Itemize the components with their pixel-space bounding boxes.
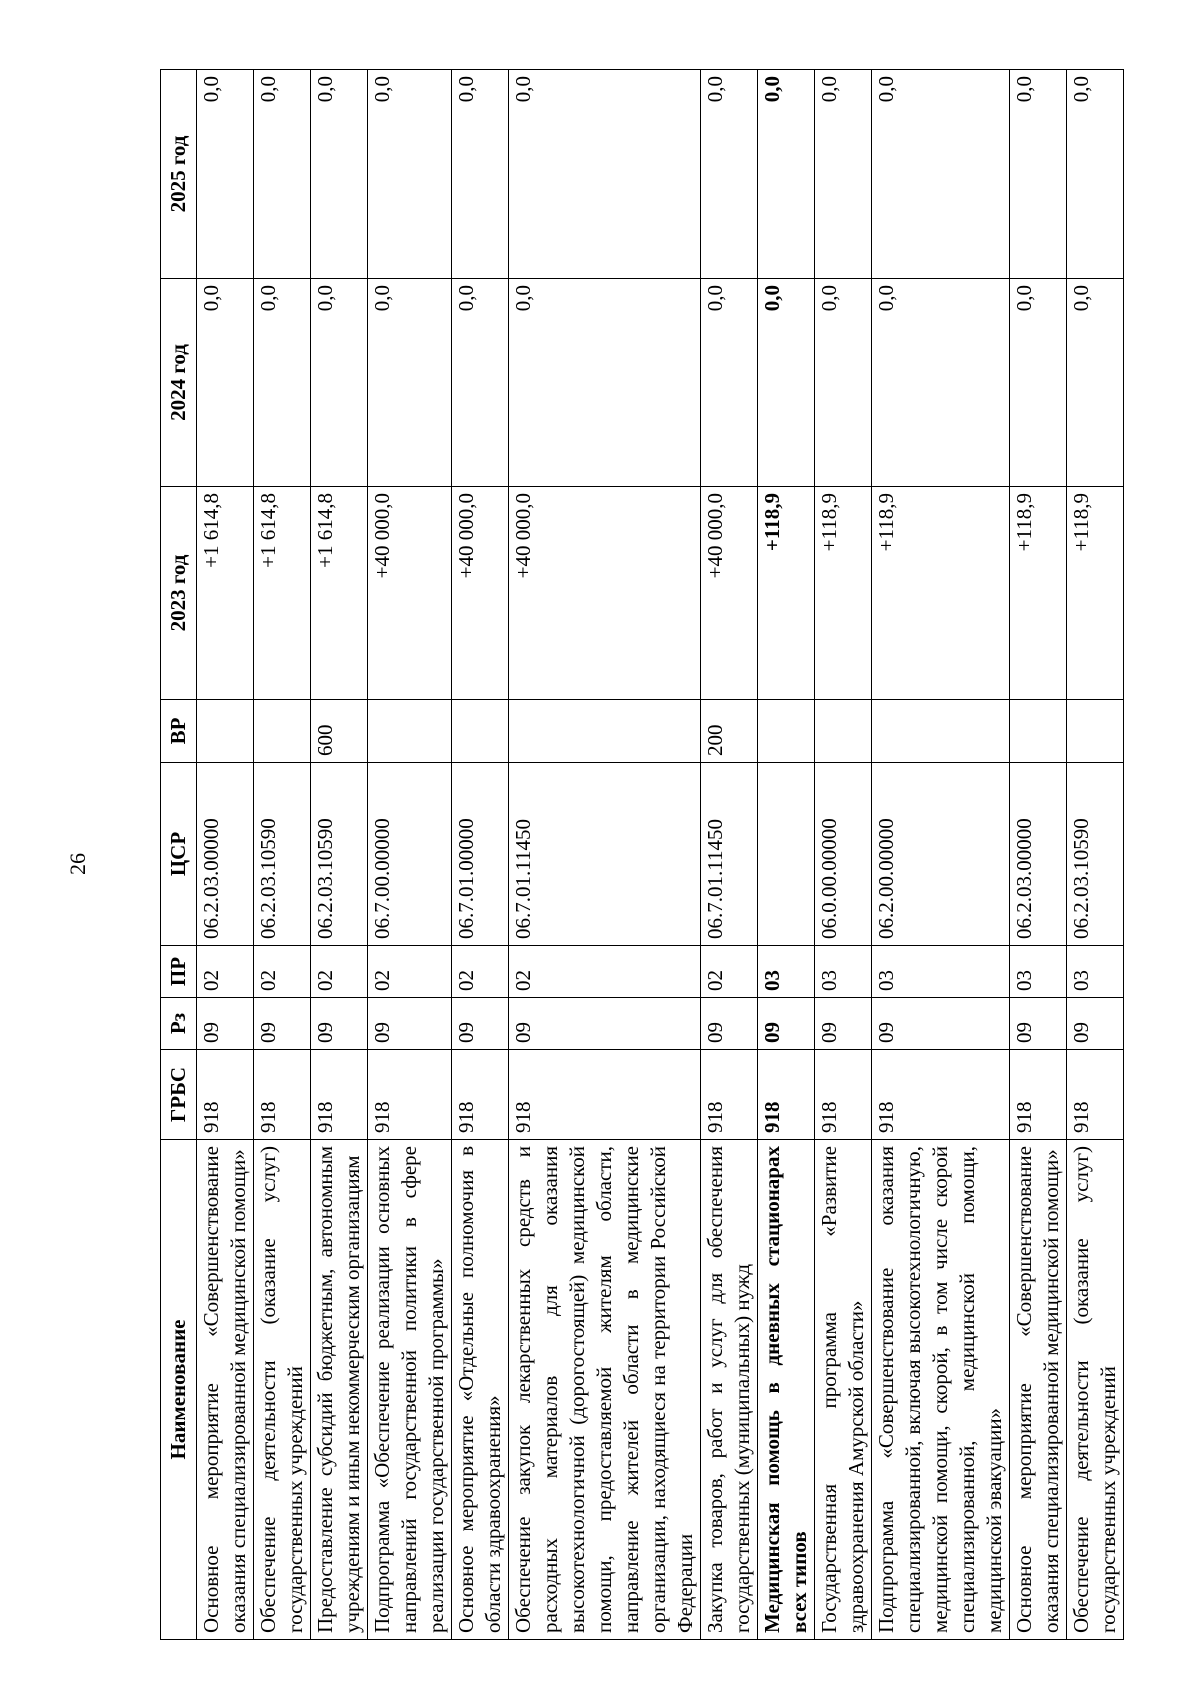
row-2023: +1 614,8 [311, 487, 368, 700]
row-2024: 0,0 [452, 279, 509, 487]
table-header-row [161, 70, 197, 1640]
row-2023: +1 614,8 [197, 487, 254, 700]
row-2025: 0,0 [758, 70, 815, 279]
row-pr: 02 [311, 946, 368, 998]
header-2023: 2023 год [161, 487, 197, 700]
row-name: Подпрограмма «Обеспечение реализации основных направлений государственной политики в сфере реализации государственной программы» [368, 1140, 452, 1640]
row-csr: 06.2.03.00000 [1010, 763, 1067, 946]
row-pr: 03 [872, 946, 1010, 998]
row-name: Подпрограмма «Совершенствование оказания специализированной, включая высокотехнологичную, медицинской помощи, скорой, в том числе скорой специализированной, медицинской помощи, медицинской эвакуации» [872, 1140, 1010, 1640]
row-grbs: 918 [1067, 1050, 1124, 1140]
row-2025: 0,0 [197, 70, 254, 279]
table-row [509, 70, 701, 1640]
row-csr: 06.2.00.00000 [872, 763, 1010, 946]
table-row [254, 70, 311, 1640]
row-vr [254, 700, 311, 763]
row-2024: 0,0 [1010, 279, 1067, 487]
row-grbs: 918 [758, 1050, 815, 1140]
row-2025: 0,0 [452, 70, 509, 279]
row-grbs: 918 [701, 1050, 758, 1140]
row-vr [509, 700, 701, 763]
row-2025: 0,0 [872, 70, 1010, 279]
row-name: Предоставление субсидий бюджетным, автономным учреждениям и иным некоммерческим организациям [311, 1140, 368, 1640]
row-rz: 09 [509, 998, 701, 1050]
row-2025: 0,0 [509, 70, 701, 279]
header-pr: ПР [161, 946, 197, 998]
table-row [452, 70, 509, 1640]
row-grbs: 918 [197, 1050, 254, 1140]
row-pr: 02 [368, 946, 452, 998]
row-name: Медицинская помощь в дневных стационарах всех типов [758, 1140, 815, 1640]
row-2023: +118,9 [758, 487, 815, 700]
header-csr: ЦСР [161, 763, 197, 946]
row-name: Закупка товаров, работ и услуг для обеспечения государственных (муниципальных) нужд [701, 1140, 758, 1640]
row-2024: 0,0 [509, 279, 701, 487]
row-2023: +1 614,8 [254, 487, 311, 700]
row-2023: +118,9 [872, 487, 1010, 700]
budget-table [160, 69, 1124, 1640]
row-csr: 06.7.01.11450 [509, 763, 701, 946]
row-2023: +40 000,0 [509, 487, 701, 700]
row-2024: 0,0 [758, 279, 815, 487]
row-pr: 02 [254, 946, 311, 998]
row-name: Основное мероприятие «Совершенствование оказания специализированной медицинской помощи» [1010, 1140, 1067, 1640]
row-vr: 600 [311, 700, 368, 763]
row-rz: 09 [311, 998, 368, 1050]
row-pr: 02 [452, 946, 509, 998]
rotated-table-container [160, 70, 1120, 1640]
header-2024: 2024 год [161, 279, 197, 487]
row-2024: 0,0 [1067, 279, 1124, 487]
row-rz: 09 [254, 998, 311, 1050]
row-vr [872, 700, 1010, 763]
row-vr [815, 700, 872, 763]
row-csr: 06.2.03.00000 [197, 763, 254, 946]
row-2025: 0,0 [368, 70, 452, 279]
row-name: Основное мероприятие «Совершенствование оказания специализированной медицинской помощи» [197, 1140, 254, 1640]
row-2024: 0,0 [197, 279, 254, 487]
row-csr [758, 763, 815, 946]
row-grbs: 918 [509, 1050, 701, 1140]
row-vr: 200 [701, 700, 758, 763]
row-csr: 06.0.00.00000 [815, 763, 872, 946]
row-rz: 09 [1067, 998, 1124, 1050]
table-row [1067, 70, 1124, 1640]
row-2024: 0,0 [872, 279, 1010, 487]
header-name: Наименование [161, 1140, 197, 1640]
header-rz: Рз [161, 998, 197, 1050]
row-grbs: 918 [311, 1050, 368, 1140]
row-2025: 0,0 [815, 70, 872, 279]
row-vr [1010, 700, 1067, 763]
table-row [872, 70, 1010, 1640]
table-row [1010, 70, 1067, 1640]
row-grbs: 918 [815, 1050, 872, 1140]
row-rz: 09 [701, 998, 758, 1050]
row-name: Обеспечение деятельности (оказание услуг) государственных учреждений [254, 1140, 311, 1640]
row-vr [197, 700, 254, 763]
row-rz: 09 [197, 998, 254, 1050]
row-name: Обеспечение закупок лекарственных средств и расходных материалов для оказания высокотехнологичной (дорогостоящей) медицинской помощи, предоставляемой жителям области, направление жителей области в медицинские организации, находящиеся на территории Российской Федерации [509, 1140, 701, 1640]
row-grbs: 918 [872, 1050, 1010, 1140]
row-2025: 0,0 [311, 70, 368, 279]
row-rz: 09 [368, 998, 452, 1050]
row-2025: 0,0 [701, 70, 758, 279]
row-csr: 06.7.01.00000 [452, 763, 509, 946]
row-2023: +118,9 [1067, 487, 1124, 700]
row-csr: 06.7.00.00000 [368, 763, 452, 946]
row-rz: 09 [815, 998, 872, 1050]
row-name: Обеспечение деятельности (оказание услуг) государственных учреждений [1067, 1140, 1124, 1640]
row-2023: +118,9 [1010, 487, 1067, 700]
table-row [701, 70, 758, 1640]
row-2023: +40 000,0 [368, 487, 452, 700]
table-row [815, 70, 872, 1640]
row-vr [452, 700, 509, 763]
row-pr: 03 [1010, 946, 1067, 998]
page-number: 26 [65, 853, 90, 875]
row-2023: +118,9 [815, 487, 872, 700]
row-2023: +40 000,0 [701, 487, 758, 700]
row-name: Государственная программа «Развитие здравоохранения Амурской области» [815, 1140, 872, 1640]
row-name: Основное мероприятие «Отдельные полномочия в области здравоохранения» [452, 1140, 509, 1640]
row-2025: 0,0 [254, 70, 311, 279]
table-row [368, 70, 452, 1640]
row-rz: 09 [758, 998, 815, 1050]
header-2025: 2025 год [161, 70, 197, 279]
row-csr: 06.2.03.10590 [311, 763, 368, 946]
row-csr: 06.2.03.10590 [254, 763, 311, 946]
row-vr [758, 700, 815, 763]
row-vr [368, 700, 452, 763]
row-csr: 06.2.03.10590 [1067, 763, 1124, 946]
row-grbs: 918 [368, 1050, 452, 1140]
row-pr: 02 [509, 946, 701, 998]
row-2023: +40 000,0 [452, 487, 509, 700]
row-2025: 0,0 [1067, 70, 1124, 279]
table-row [197, 70, 254, 1640]
row-2025: 0,0 [1010, 70, 1067, 279]
row-2024: 0,0 [815, 279, 872, 487]
row-rz: 09 [872, 998, 1010, 1050]
row-2024: 0,0 [311, 279, 368, 487]
row-grbs: 918 [254, 1050, 311, 1140]
row-2024: 0,0 [368, 279, 452, 487]
header-grbs: ГРБС [161, 1050, 197, 1140]
row-csr: 06.7.01.11450 [701, 763, 758, 946]
row-rz: 09 [452, 998, 509, 1050]
row-pr: 02 [197, 946, 254, 998]
row-vr [1067, 700, 1124, 763]
row-pr: 02 [701, 946, 758, 998]
table-row [758, 70, 815, 1640]
row-pr: 03 [758, 946, 815, 998]
header-vr: ВР [161, 700, 197, 763]
row-2024: 0,0 [701, 279, 758, 487]
table-row [311, 70, 368, 1640]
row-grbs: 918 [452, 1050, 509, 1140]
row-grbs: 918 [1010, 1050, 1067, 1140]
row-pr: 03 [815, 946, 872, 998]
row-2024: 0,0 [254, 279, 311, 487]
row-rz: 09 [1010, 998, 1067, 1050]
row-pr: 03 [1067, 946, 1124, 998]
